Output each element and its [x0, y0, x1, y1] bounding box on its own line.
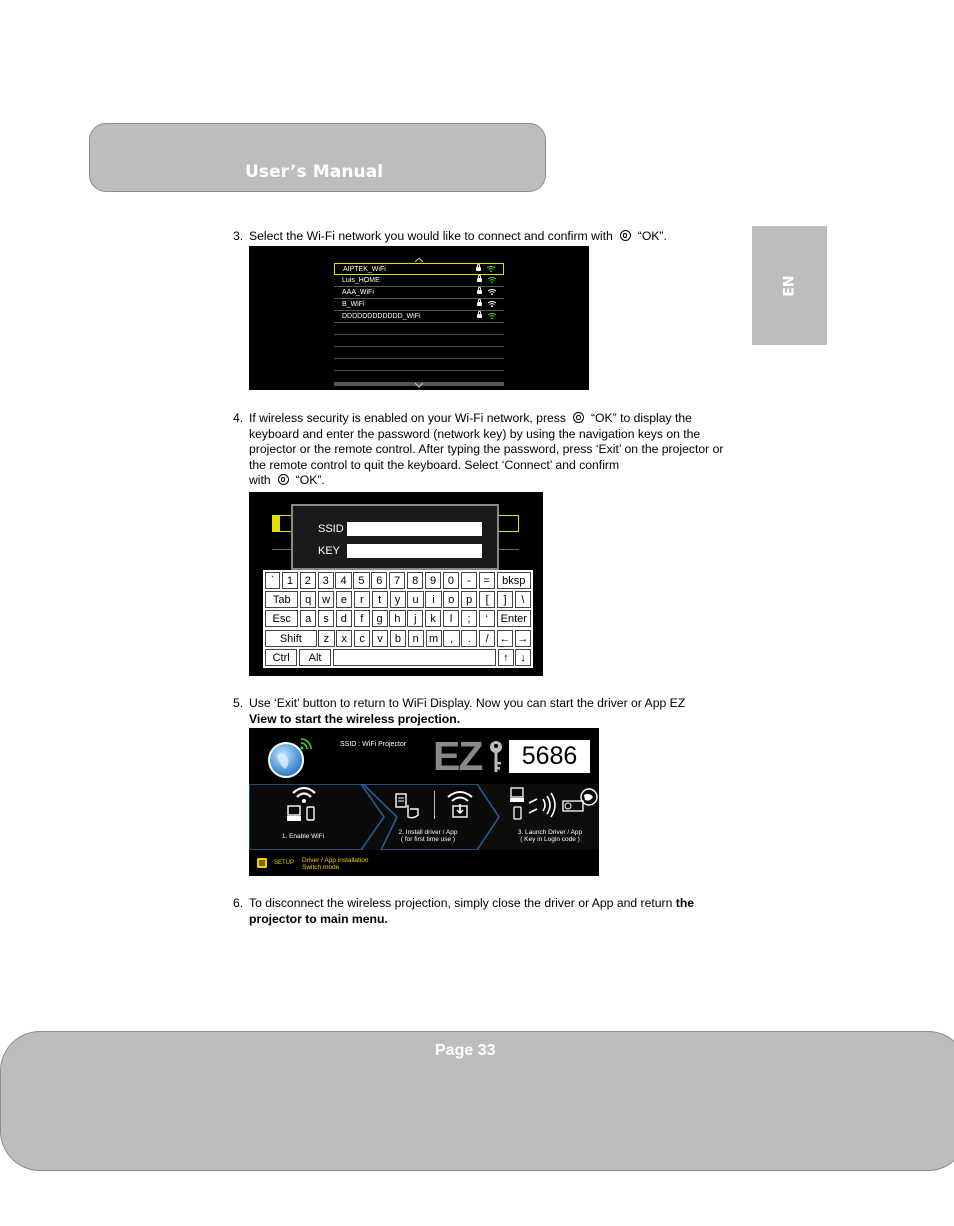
key[interactable]: Alt — [299, 649, 331, 666]
network-row[interactable]: DDDDDDDDDDDD_WiFi — [334, 311, 504, 323]
key-label: KEY — [318, 545, 341, 557]
key[interactable]: \ — [515, 591, 531, 608]
key[interactable]: ← — [497, 630, 513, 647]
key[interactable]: Esc — [265, 610, 298, 627]
wifi-signal-icon — [488, 277, 496, 283]
key[interactable]: i — [425, 591, 441, 608]
key[interactable]: s — [318, 610, 334, 627]
ok-button-icon — [573, 412, 584, 423]
key[interactable]: 9 — [425, 572, 441, 589]
key[interactable]: f — [354, 610, 370, 627]
key[interactable]: ; — [461, 610, 477, 627]
page-number: Page 33 — [435, 1042, 496, 1059]
ok-button-icon — [620, 230, 631, 241]
key[interactable]: 8 — [407, 572, 423, 589]
key[interactable]: ] — [497, 591, 513, 608]
step-text-ok: “OK”. — [637, 229, 667, 243]
key-field[interactable] — [347, 544, 482, 558]
key[interactable]: k — [425, 610, 441, 627]
network-row[interactable]: Luis_HOME — [334, 275, 504, 287]
step-number: 6. — [233, 896, 244, 910]
key[interactable]: 0 — [443, 572, 459, 589]
key[interactable]: . — [461, 630, 477, 647]
step-text-ok: “OK”. — [295, 473, 325, 488]
key[interactable]: r — [354, 591, 370, 608]
key[interactable]: c — [354, 630, 370, 647]
key[interactable]: a — [300, 610, 316, 627]
setup-label[interactable]: SETUP — [274, 860, 295, 866]
key[interactable]: ` — [265, 572, 280, 589]
key[interactable]: l — [443, 610, 459, 627]
step-text: To disconnect the wireless projection, simply close the driver or App and return — [249, 896, 673, 910]
key[interactable]: y — [390, 591, 406, 608]
wifi-list-screenshot — [249, 246, 589, 390]
key[interactable]: = — [479, 572, 495, 589]
wifi-signal-icon — [488, 301, 496, 307]
lock-icon — [477, 302, 482, 306]
step-text-bold: the — [675, 896, 695, 910]
setup-hints: Driver / App installation Switch mode — [302, 857, 369, 871]
empty-row — [334, 347, 504, 359]
network-list — [334, 262, 504, 386]
key[interactable]: b — [390, 630, 406, 647]
download-wifi-icon — [446, 789, 474, 819]
ssid-label: SSID — [318, 523, 344, 535]
login-code: 5686 — [509, 740, 590, 773]
key[interactable]: o — [443, 591, 459, 608]
key[interactable]: e — [336, 591, 352, 608]
wifi-signal-icon — [488, 313, 496, 319]
key[interactable]: Tab — [265, 591, 298, 608]
ssid-text: SSID : WiFi Projector — [340, 741, 407, 748]
key[interactable]: j — [407, 610, 423, 627]
globe-icon — [267, 733, 317, 781]
key[interactable]: u — [407, 591, 423, 608]
empty-row — [334, 323, 504, 335]
step-text: Select the Wi-Fi network you would like to connect and confirm with — [249, 229, 613, 243]
key[interactable]: , — [443, 630, 459, 647]
key[interactable]: m — [426, 630, 442, 647]
wifi-signal-icon — [487, 266, 495, 272]
step-text-ok: “OK” to display the — [590, 411, 692, 425]
network-row[interactable]: AAA_WiFi — [334, 287, 504, 299]
key[interactable]: d — [336, 610, 352, 627]
step2-label: 2. Install driver / App ( for first time use ) — [398, 829, 458, 843]
key[interactable]: 5 — [353, 572, 369, 589]
empty-row — [334, 359, 504, 371]
step1-label: 1. Enable WiFi — [281, 833, 325, 840]
key[interactable]: 1 — [282, 572, 298, 589]
key[interactable]: / — [479, 630, 495, 647]
key[interactable]: v — [372, 630, 388, 647]
key[interactable]: Shift — [265, 630, 317, 647]
ez-logo: EZ — [433, 733, 482, 779]
key[interactable]: - — [461, 572, 477, 589]
touch-doc-icon — [394, 791, 424, 821]
ok-button-icon — [278, 474, 289, 485]
key[interactable]: 2 — [300, 572, 316, 589]
language-label: EN — [781, 274, 798, 297]
key[interactable]: p — [461, 591, 477, 608]
language-label-wrap — [752, 226, 827, 345]
chevron-down-icon — [415, 383, 423, 388]
step-text-bold: projector to main menu. — [249, 911, 388, 926]
ezview-screenshot — [249, 728, 599, 876]
key[interactable]: ↑ — [498, 649, 514, 666]
lock-icon — [477, 314, 482, 318]
key[interactable]: Enter — [497, 610, 531, 627]
lock-icon — [476, 267, 481, 271]
launch-projector-icon — [507, 787, 599, 827]
key-space[interactable] — [333, 649, 497, 666]
key[interactable]: t — [372, 591, 388, 608]
onscreen-keyboard — [263, 570, 533, 668]
key[interactable]: bksp — [497, 572, 531, 589]
keyboard-screenshot — [249, 492, 543, 676]
key[interactable]: 7 — [389, 572, 405, 589]
key[interactable]: 3 — [318, 572, 334, 589]
network-row[interactable]: AIPTEK_WiFi — [334, 263, 504, 275]
key[interactable]: 4 — [335, 572, 351, 589]
key[interactable]: 6 — [371, 572, 387, 589]
step-number: 4. — [233, 411, 244, 425]
ssid-field[interactable] — [347, 522, 482, 536]
lock-icon — [477, 290, 482, 294]
empty-row — [334, 335, 504, 347]
key[interactable]: n — [408, 630, 424, 647]
key[interactable]: ↓ — [515, 649, 531, 666]
key[interactable]: q — [300, 591, 316, 608]
step-number: 5. — [233, 696, 244, 710]
key-icon — [489, 740, 503, 774]
step-text-body: keyboard and enter the password (network key) by using the navigation keys on the projector or the remote control. After typing the password, press ‘Exit’ on the projector or the remote control to quit the keyboard. Select ‘Connect’ and confirm — [249, 426, 724, 472]
key[interactable]: h — [389, 610, 405, 627]
key[interactable]: [ — [479, 591, 495, 608]
wifi-signal-icon — [488, 289, 496, 295]
key[interactable]: ‘ — [479, 610, 495, 627]
laptop-phone-icon — [287, 805, 321, 823]
key[interactable]: Ctrl — [265, 649, 297, 666]
step3-label: 3. Launch Driver / App ( Key in Login code ) — [517, 829, 583, 843]
key[interactable]: w — [318, 591, 334, 608]
network-row[interactable]: B_WiFi — [334, 299, 504, 311]
lock-icon — [477, 278, 482, 282]
step-number: 3. — [233, 229, 244, 243]
key[interactable]: → — [515, 630, 531, 647]
key[interactable]: z — [318, 630, 334, 647]
step-text: Use ‘Exit’ button to return to WiFi Display. Now you can start the driver or App EZ — [249, 696, 686, 710]
wifi-icon — [291, 786, 317, 804]
key[interactable]: x — [336, 630, 352, 647]
manual-title: User’s Manual — [245, 162, 384, 182]
menu-doc-icon — [257, 858, 267, 868]
credentials-dialog — [291, 504, 499, 570]
key[interactable]: g — [372, 610, 388, 627]
step-text: If wireless security is enabled on your Wi-Fi network, press — [249, 411, 566, 425]
step-text: with — [249, 473, 271, 488]
step-text-bold: View to start the wireless projection. — [249, 711, 461, 726]
